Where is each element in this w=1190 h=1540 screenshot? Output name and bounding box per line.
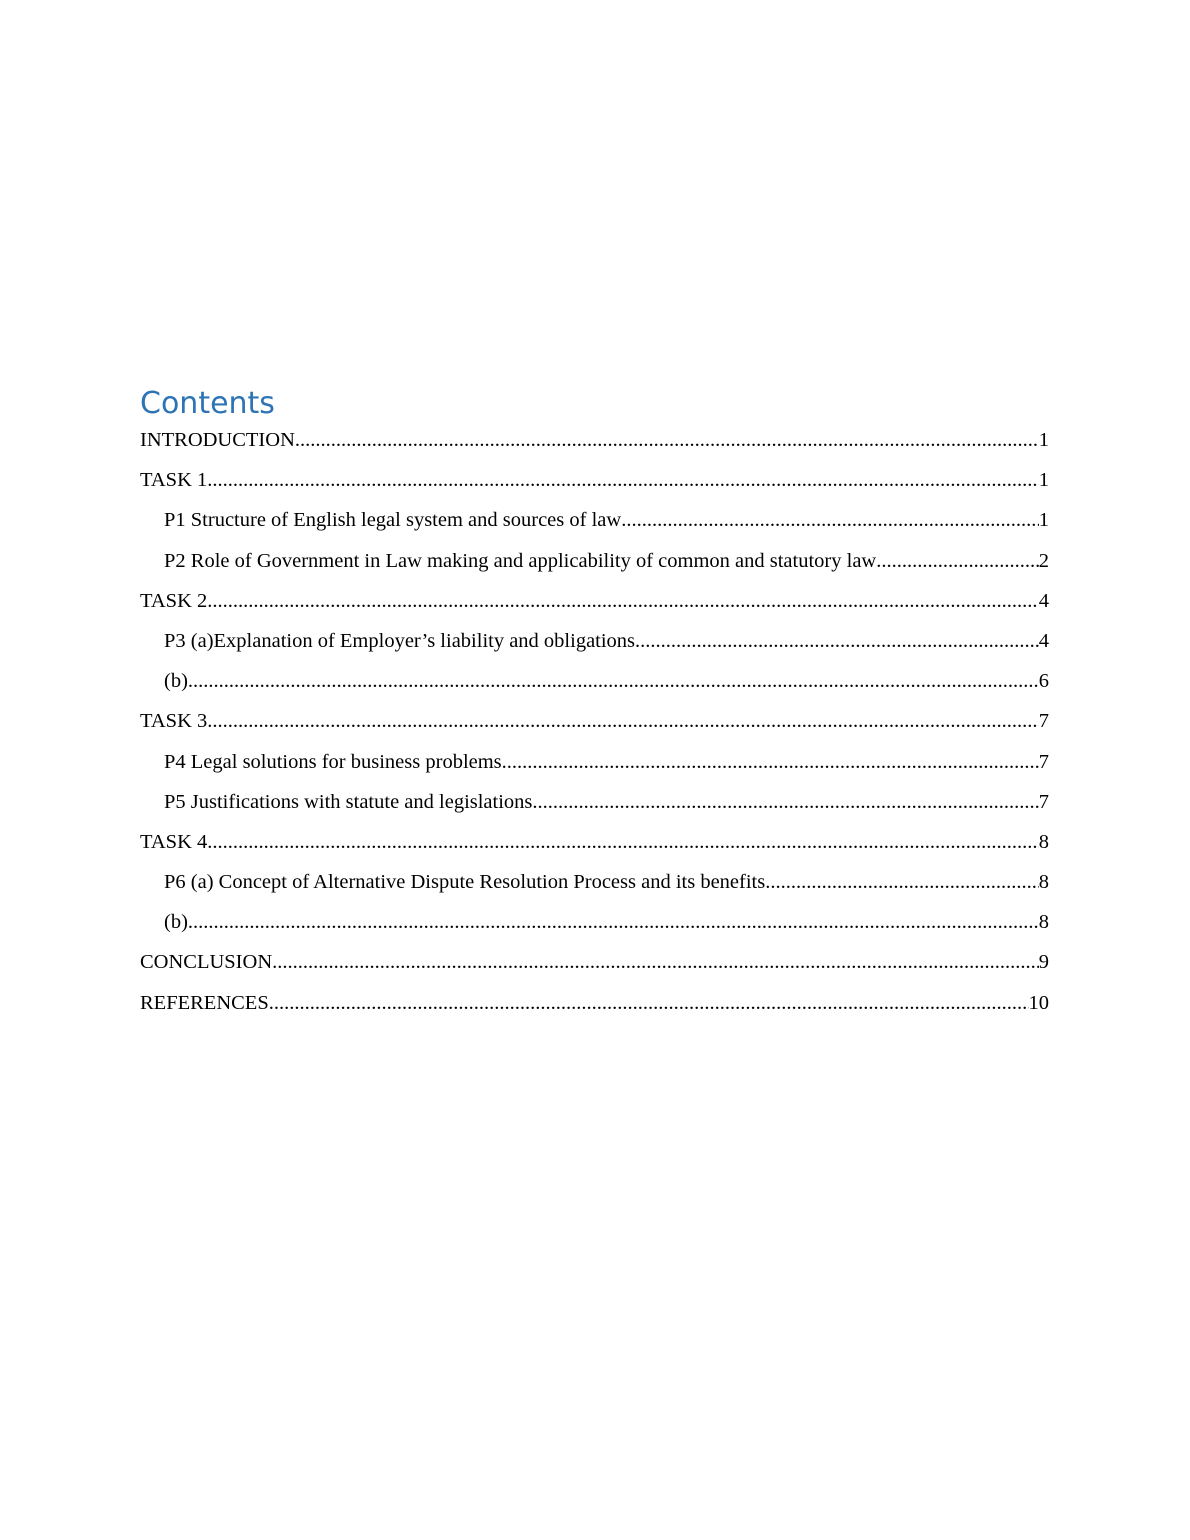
toc-entry-title: P4 Legal solutions for business problems: [164, 750, 502, 773]
toc-dot-leader: [272, 942, 1039, 982]
toc-page-number: 8: [1038, 830, 1049, 853]
toc-dot-leader: [635, 621, 1039, 661]
toc-entry-title: TASK 2: [140, 589, 208, 612]
toc-entry-title: P1 Structure of English legal system and sources of law: [164, 509, 622, 532]
toc-page-number: 8: [1038, 871, 1049, 894]
toc-entry-p5[interactable]: [140, 782, 1049, 822]
toc-page-number: 7: [1038, 710, 1049, 733]
toc-entry-task-2[interactable]: [140, 581, 1049, 621]
toc-page-number: 9: [1038, 951, 1049, 974]
toc-page-number: 1: [1038, 429, 1049, 451]
toc-entry-title: TASK 4: [140, 830, 208, 853]
toc-dot-leader: [621, 500, 1039, 540]
toc-page-number: 6: [1038, 670, 1049, 693]
toc-page-number: 4: [1038, 629, 1049, 652]
toc-entry-title: (b): [164, 911, 188, 934]
toc-page-number: 7: [1038, 790, 1049, 813]
toc-entry-title: P2 Role of Government in Law making and applicability of common and statutory law: [164, 549, 877, 572]
toc-entry-p6a[interactable]: [140, 862, 1049, 902]
toc-dot-leader: [207, 701, 1038, 741]
toc-entry-title: INTRODUCTION: [140, 429, 295, 451]
toc-entry-p4[interactable]: [140, 742, 1049, 782]
toc-entry-p3b[interactable]: [140, 661, 1049, 701]
toc-entry-title: TASK 1: [140, 469, 208, 492]
toc-dot-leader: [502, 742, 1039, 782]
toc-entry-task-4[interactable]: [140, 822, 1049, 862]
toc-page-number: 10: [1028, 991, 1049, 1014]
toc-page-number: 8: [1038, 911, 1049, 934]
toc-dot-leader: [876, 541, 1039, 581]
toc-entry-p2[interactable]: [140, 541, 1049, 581]
toc-entry-title: CONCLUSION: [140, 951, 273, 974]
toc-page-number: 7: [1038, 750, 1049, 773]
toc-dot-leader: [765, 862, 1039, 902]
toc-entry-title: TASK 3: [140, 710, 208, 733]
toc-entry-title: (b): [164, 670, 188, 693]
toc-entry-title: REFERENCES: [140, 991, 269, 1014]
toc-dot-leader: [207, 581, 1038, 621]
toc-entry-title: P3 (a)Explanation of Employer’s liability and obligations: [164, 629, 636, 652]
toc-entry-p6b[interactable]: [140, 902, 1049, 942]
toc-page-number: 4: [1038, 589, 1049, 612]
toc-page-number: 1: [1038, 509, 1049, 532]
toc-dot-leader: [207, 822, 1038, 862]
toc-dot-leader: [532, 782, 1038, 822]
toc-entry-p3a[interactable]: [140, 621, 1049, 661]
toc-dot-leader: [207, 460, 1038, 500]
toc-heading: Contents: [140, 386, 275, 421]
toc-entry-references[interactable]: [140, 983, 1049, 1023]
toc-entry-p1[interactable]: [140, 500, 1049, 540]
toc-entry-task-1[interactable]: [140, 460, 1049, 500]
toc-entry-conclusion[interactable]: [140, 942, 1049, 982]
toc-entry-title: P6 (a) Concept of Alternative Dispute Resolution Process and its benefits: [164, 871, 766, 894]
toc-page-number: 1: [1038, 469, 1049, 492]
toc-entry-introduction[interactable]: [140, 420, 1049, 460]
toc-dot-leader: [188, 661, 1039, 701]
toc-dot-leader: [269, 983, 1029, 1023]
table-of-contents: [140, 420, 1049, 1023]
toc-page-number: 2: [1038, 549, 1049, 572]
toc-entry-title: P5 Justifications with statute and legislations: [164, 790, 533, 813]
toc-dot-leader: [188, 902, 1039, 942]
toc-entry-task-3[interactable]: [140, 701, 1049, 741]
toc-dot-leader: [295, 420, 1039, 460]
